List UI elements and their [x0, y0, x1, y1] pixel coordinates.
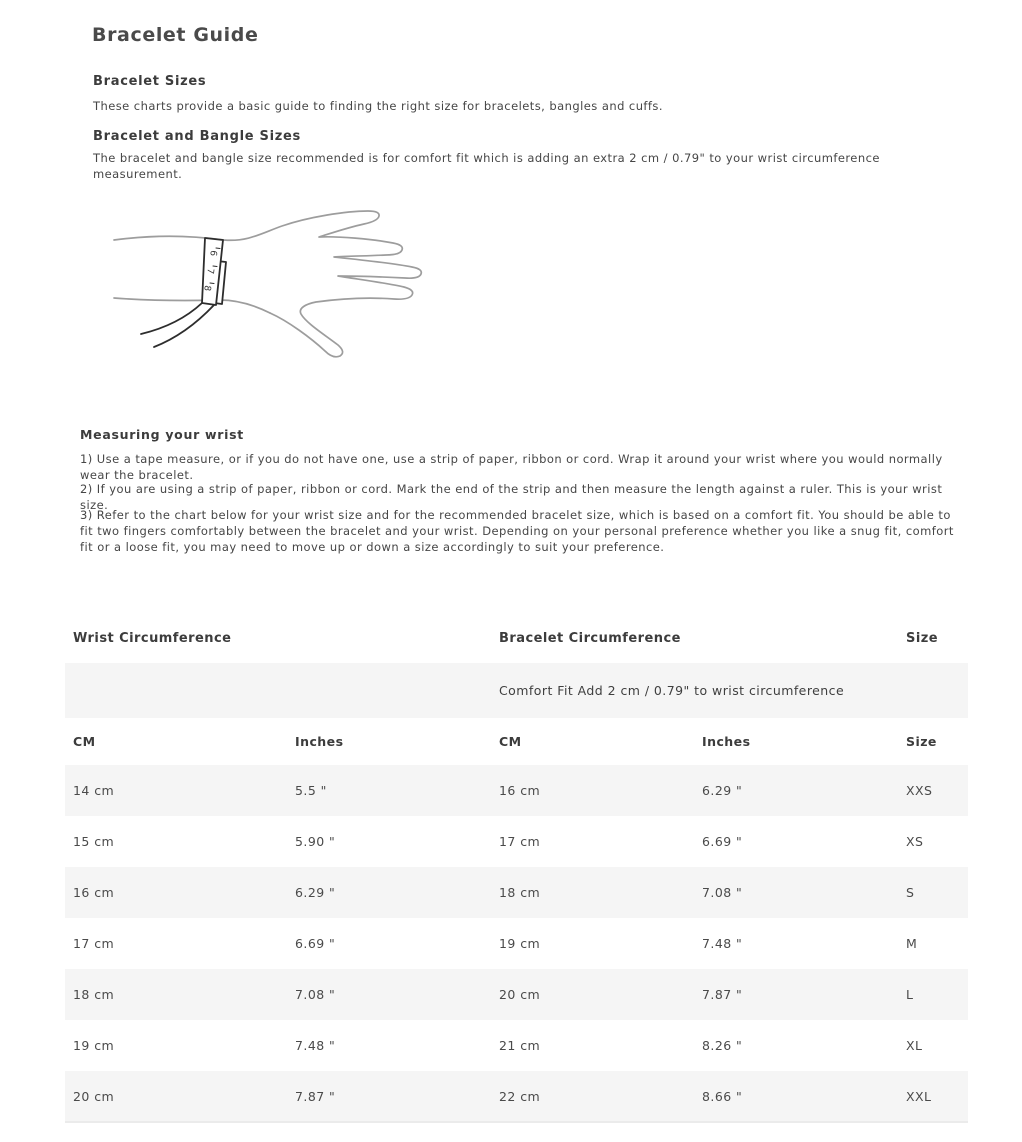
wrist-cm-cell: 17 cm — [73, 936, 115, 951]
col-header-size: Size — [906, 734, 937, 749]
comfort-fit-note-row — [65, 663, 968, 718]
size-cell: XXL — [906, 1088, 932, 1104]
bracelet-size-table — [65, 613, 968, 1123]
bracelet-sizes-heading: Bracelet Sizes — [93, 74, 207, 89]
tape-number-6: 6 — [207, 249, 218, 257]
bracelet-inches-cell: 7.87 " — [702, 987, 743, 1002]
bracelet-cm-cell: 20 cm — [499, 987, 541, 1002]
bracelet-and-bangle-sizes-heading: Bracelet and Bangle Sizes — [93, 129, 301, 144]
wrist-cm-cell: 14 cm — [73, 783, 115, 798]
size-cell: M — [906, 936, 918, 951]
bracelet-inches-cell: 6.29 " — [702, 783, 743, 798]
wrist-cm-cell: 15 cm — [73, 834, 115, 849]
bracelet-cm-cell: 21 cm — [499, 1038, 541, 1053]
bracelet-inches-cell: 7.08 " — [702, 885, 743, 900]
wrist-circumference-header: Wrist Circumference — [73, 630, 232, 646]
size-cell: S — [906, 885, 915, 900]
bracelet-cm-cell: 17 cm — [499, 834, 541, 849]
table-row — [65, 816, 968, 867]
col-header-inches-wrist: Inches — [295, 734, 344, 749]
measuring-step-3: 3) Refer to the chart below for your wrist size and for the recommended bracelet size, which is based on a comfort fit. You should be able to fit two fingers comfortably between the bracelet and your wrist. Depending on your personal preference whether you like a snug fit, comfort fit or a loose fit, you may need to move up or down a size accordingly to suit your preference. — [80, 508, 954, 554]
bracelet-circumference-header: Bracelet Circumference — [499, 630, 681, 646]
measuring-step-2: 2) If you are using a strip of paper, ribbon or cord. Mark the end of the strip and then measure the length against a ruler. This is your wrist size. — [80, 482, 943, 512]
col-header-cm-bracelet: CM — [499, 734, 522, 749]
table-row — [65, 918, 968, 969]
empty-cell — [65, 663, 491, 718]
bracelet-cm-cell: 18 cm — [499, 885, 541, 900]
measuring-your-wrist-heading: Measuring your wrist — [80, 427, 244, 442]
size-chart — [65, 613, 968, 1123]
wrist-cm-cell: 20 cm — [73, 1088, 115, 1104]
table-group-header-row — [65, 613, 968, 663]
wrist-cm-cell: 19 cm — [73, 1038, 115, 1053]
wrist-inches-cell: 7.48 " — [295, 1038, 336, 1053]
bracelet-inches-cell: 8.26 " — [702, 1038, 743, 1053]
size-cell: XS — [906, 834, 924, 849]
comfort-fit-paragraph: The bracelet and bangle size recommended is for comfort fit which is adding an extra 2 cm / 0.79" to your wrist circumference measurement. — [93, 151, 880, 181]
table-row — [65, 867, 968, 918]
table-row — [65, 1020, 968, 1071]
bracelet-sizes-paragraph: These charts provide a basic guide to finding the right size for bracelets, bangles and cuffs. — [93, 99, 663, 113]
table-row — [65, 765, 968, 816]
wrist-cm-cell: 18 cm — [73, 987, 115, 1002]
table-column-header-row — [65, 718, 968, 765]
wrist-inches-cell: 5.90 " — [295, 834, 336, 849]
wrist-inches-cell: 6.69 " — [295, 936, 336, 951]
wrist-inches-cell: 6.29 " — [295, 885, 336, 900]
table-row — [65, 1071, 968, 1122]
col-header-cm-wrist: CM — [73, 734, 96, 749]
wrist-cm-cell: 16 cm — [73, 885, 115, 900]
page-title: Bracelet Guide — [92, 24, 259, 46]
size-header: Size — [906, 630, 939, 646]
hand-with-tape-drawing — [98, 204, 450, 370]
wrist-measuring-tape-illustration — [98, 204, 450, 370]
empty-cell — [898, 663, 968, 718]
bracelet-cm-cell: 19 cm — [499, 936, 541, 951]
bracelet-inches-cell: 6.69 " — [702, 834, 743, 849]
bracelet-inches-cell: 7.48 " — [702, 936, 743, 951]
size-cell: XL — [906, 1038, 923, 1053]
wrist-inches-cell: 7.87 " — [295, 1088, 336, 1104]
size-cell: XXS — [906, 783, 933, 798]
comfort-fit-note: Comfort Fit Add 2 cm / 0.79" to wrist circumference — [499, 683, 845, 698]
bracelet-cm-cell: 16 cm — [499, 783, 541, 798]
table-row — [65, 969, 968, 1020]
wrist-inches-cell: 5.5 " — [295, 783, 327, 798]
bracelet-inches-cell: 8.66 " — [702, 1088, 743, 1104]
size-cell: L — [906, 987, 914, 1002]
measuring-step-1: 1) Use a tape measure, or if you do not have one, use a strip of paper, ribbon or cord. Wrap it around your wrist where you would normally wear the bracelet. — [80, 452, 943, 482]
tape-number-8: 8 — [201, 284, 212, 292]
tape-number-7: 7 — [204, 267, 215, 275]
wrist-inches-cell: 7.08 " — [295, 987, 336, 1002]
bracelet-cm-cell: 22 cm — [499, 1088, 541, 1104]
col-header-inches-bracelet: Inches — [702, 734, 751, 749]
